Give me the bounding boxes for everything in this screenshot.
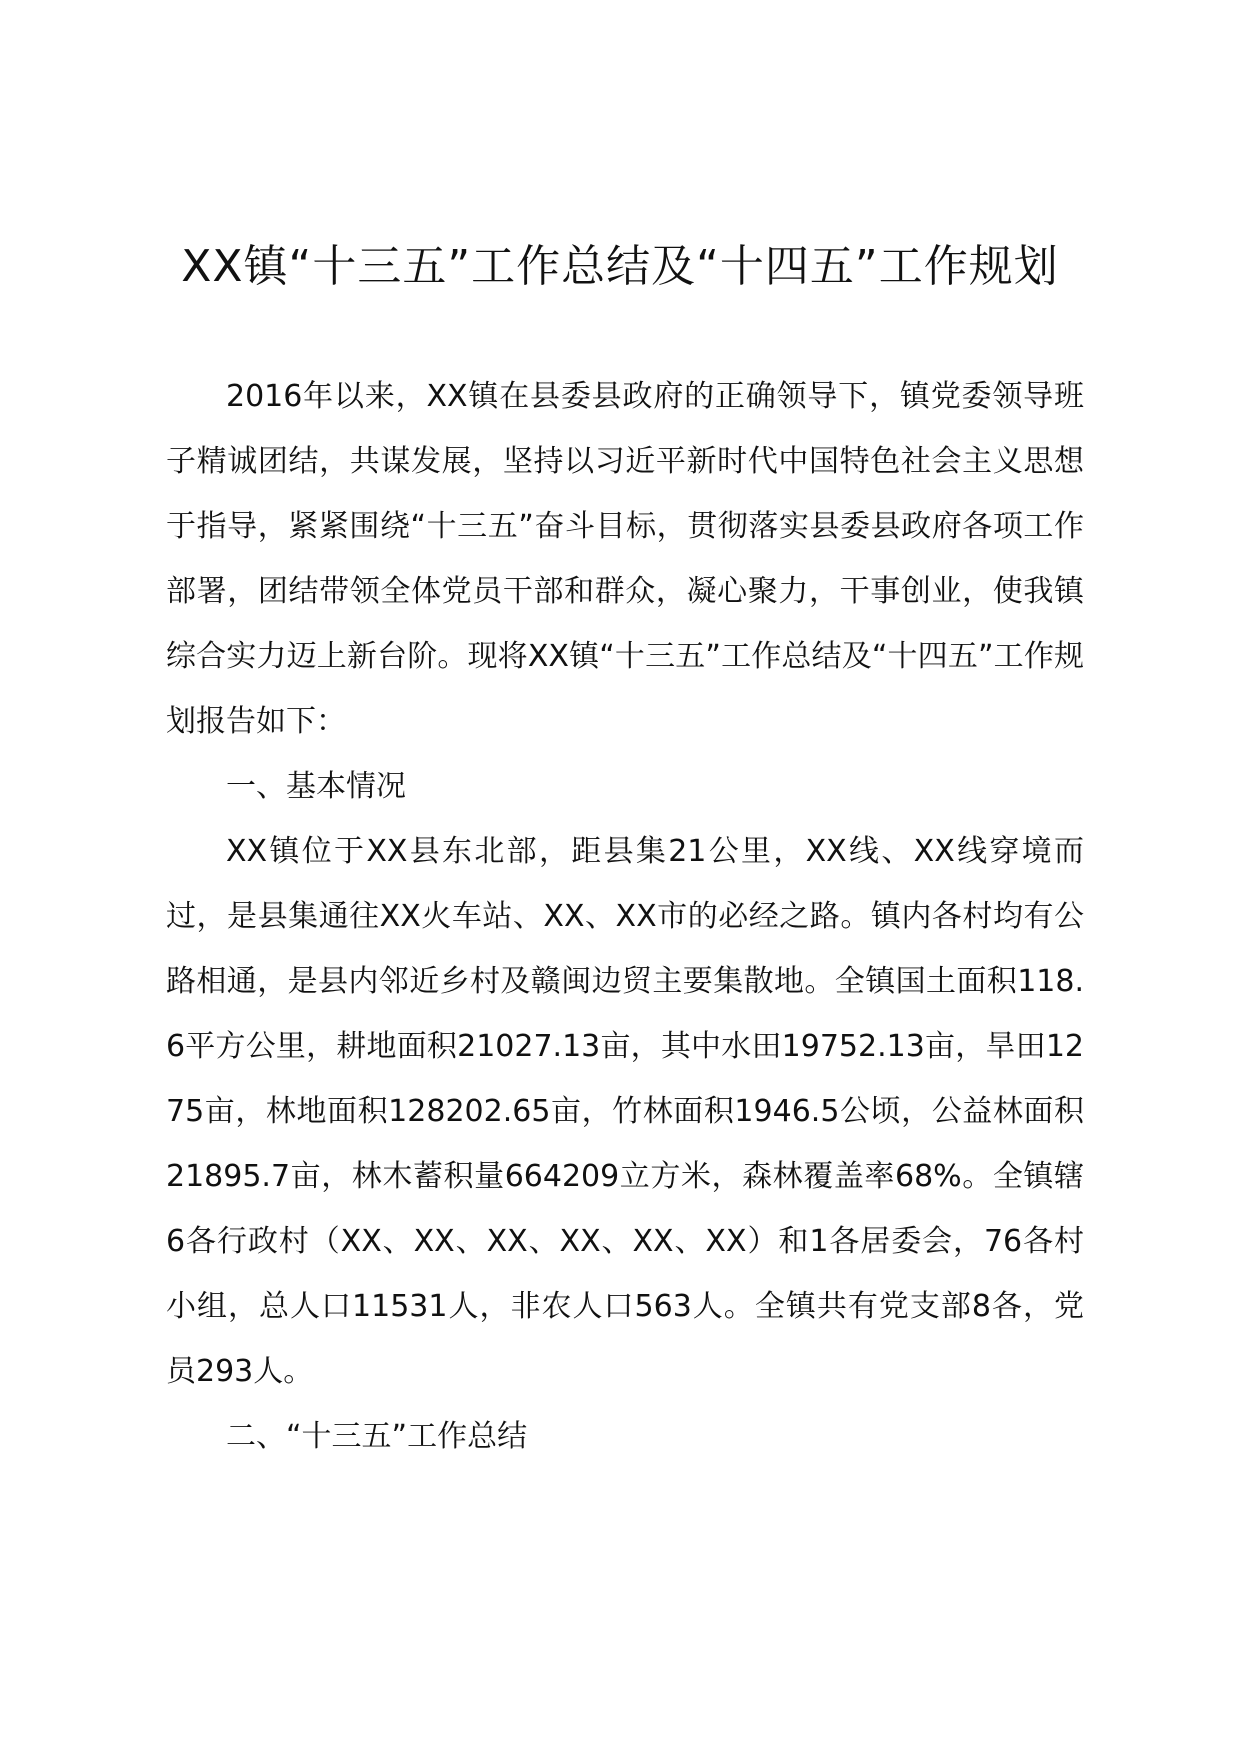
document-title: XX镇“十三五”工作总结及“十四五”工作规划 [181, 241, 1059, 292]
intro-paragraph: 2016年以来，XX镇在县委县政府的正确领导下，镇党委领导班子精诚团结，共谋发展，坚持以习近平新时代中国特色社会主义思想于指导，紧紧围绕“十三五”奋斗目标，贯彻落实县委县政府各项工作部署，团结带领全体党员干部和群众，凝心聚力，干事创业，使我镇综合实力迈上新台阶。现将XX镇“十三五”工作总结及“十四五”工作规划报告如下： [166, 379, 1084, 739]
section-heading-basic-info: 一、基本情况 [226, 769, 406, 804]
basic-info-paragraph: XX镇位于XX县东北部，距县集21公里，XX线、XX线穿境而过，是县集通往XX火车站、XX、XX市的必经之路。镇内各村均有公路相通，是县内邻近乡村及赣闽边贸主要集散地。全镇国土面积118.6平方公里，耕地面积21027.13亩，其中水田19752.13亩，旱田1275亩，林地面积128202.65亩，竹林面积1946.5公顷，公益林面积21895.7亩，林木蓄积量664209立方米，森林覆盖率68%。全镇辖6各行政村（XX、XX、XX、XX、XX、XX）和1各居委会，76各村小组，总人口11531人，非农人口563人。全镇共有党支部8各，党员293人。 [166, 834, 1084, 1389]
document-body [166, 364, 1084, 1469]
section-heading-summary: 二、“十三五”工作总结 [226, 1419, 528, 1454]
